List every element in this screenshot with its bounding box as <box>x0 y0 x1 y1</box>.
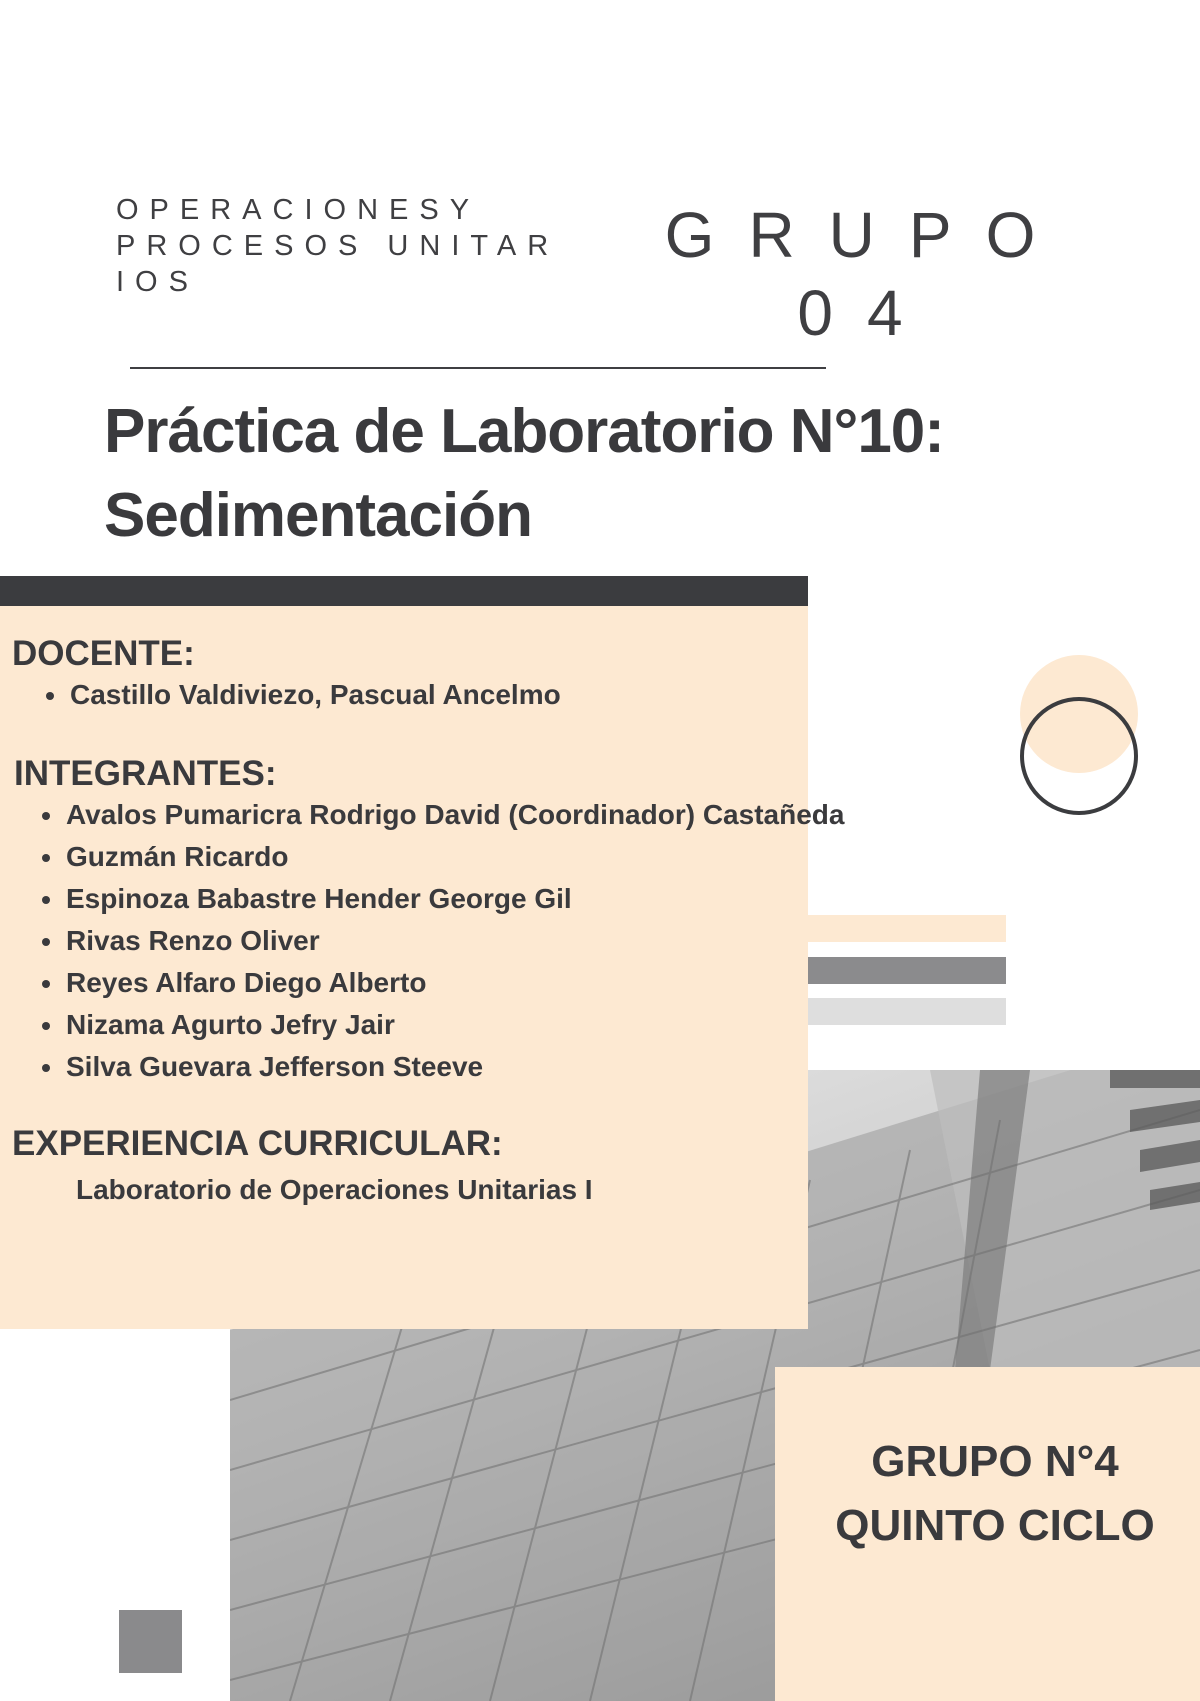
panel-top-bar <box>0 576 808 606</box>
decorative-stripe-peach <box>808 915 1006 942</box>
title-line-1: Práctica de Laboratorio N°10: <box>104 397 944 466</box>
document-title <box>104 390 1104 558</box>
integrantes-heading: INTEGRANTES: <box>14 754 277 793</box>
group-label-header: GRUPO 04 <box>664 199 1070 349</box>
list-item: Guzmán Ricardo <box>32 836 844 878</box>
decorative-stripe-gray <box>808 957 1006 984</box>
experiencia-heading: EXPERIENCIA CURRICULAR: <box>12 1124 503 1163</box>
list-item: Reyes Alfaro Diego Alberto <box>32 962 844 1004</box>
decorative-ring-circle <box>1020 697 1138 815</box>
decorative-square <box>119 1610 182 1673</box>
title-line-2: Sedimentación <box>104 481 532 550</box>
list-item: Avalos Pumaricra Rodrigo David (Coordinador) Castañeda <box>32 794 844 836</box>
list-item: Silva Guevara Jefferson Steeve <box>32 1046 844 1088</box>
list-item: Espinoza Babastre Hender George Gil <box>32 878 844 920</box>
list-item: Rivas Renzo Oliver <box>32 920 844 962</box>
docente-list <box>36 674 561 716</box>
header-divider <box>130 367 826 369</box>
decorative-stripe-light <box>808 998 1006 1025</box>
list-item: Nizama Agurto Jefry Jair <box>32 1004 844 1046</box>
integrantes-list <box>32 794 844 1088</box>
docente-heading: DOCENTE: <box>12 634 195 673</box>
group-number: GRUPO N°4 <box>871 1437 1119 1486</box>
course-title: OPERACIONESY PROCESOS UNITAR IOS <box>116 194 560 298</box>
list-item: Castillo Valdiviezo, Pascual Ancelmo <box>36 674 561 716</box>
experiencia-value: Laboratorio de Operaciones Unitarias I <box>76 1174 593 1205</box>
group-cycle: QUINTO CICLO <box>835 1501 1155 1550</box>
group-box-text <box>775 1430 1200 1558</box>
